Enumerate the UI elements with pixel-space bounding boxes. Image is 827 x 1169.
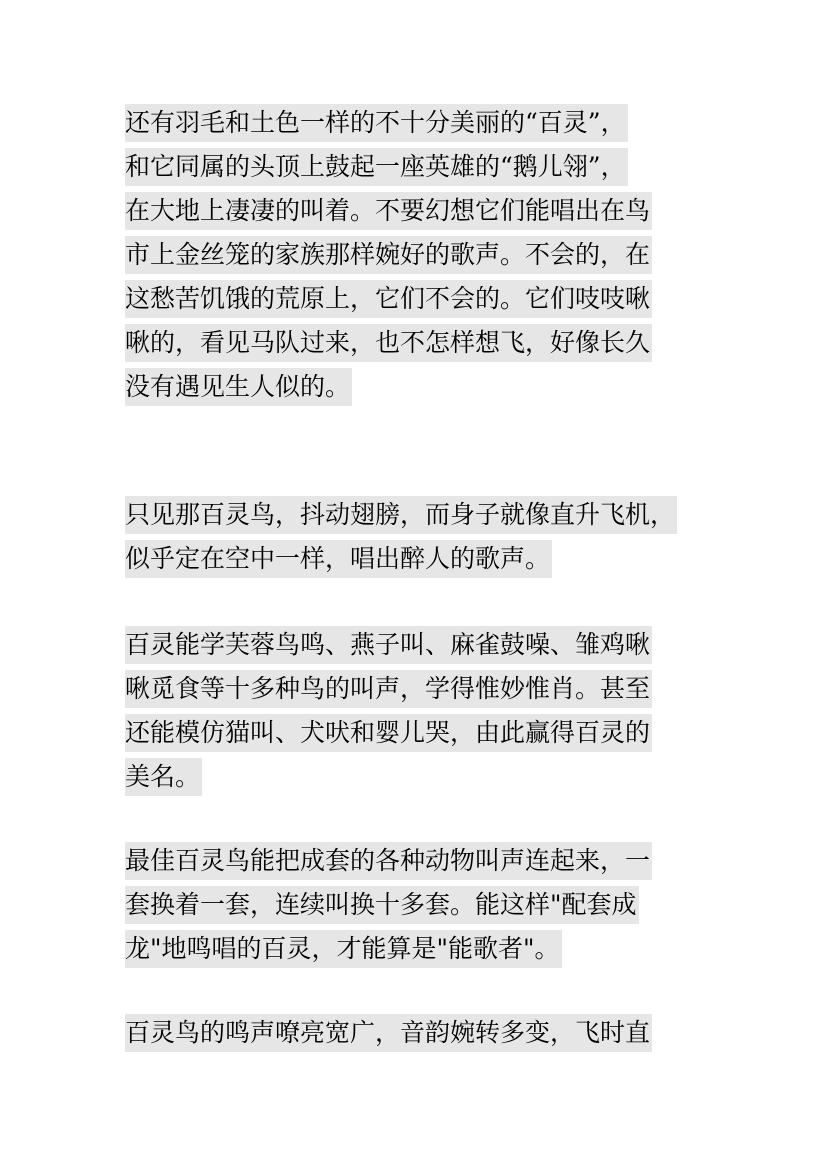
highlighted-text: 还能模仿猫叫、犬吠和婴儿哭，由此赢得百灵的: [125, 714, 652, 752]
text-line: [125, 711, 652, 755]
highlighted-text: 最佳百灵鸟能把成套的各种动物叫声连起来，一: [125, 842, 652, 880]
highlighted-text: 没有遇见生人似的。: [125, 368, 352, 406]
highlighted-text: 还有羽毛和土色一样的不十分美丽的“百灵”，: [125, 104, 628, 142]
highlighted-text: 套换着一套，连续叫换十多套。能这样"配套成: [125, 886, 639, 924]
paragraph-2: [125, 493, 677, 581]
highlighted-text: 百灵鸟的鸣声嘹亮宽广，音韵婉转多变，飞时直: [125, 1014, 652, 1052]
highlighted-text: 市上金丝笼的家族那样婉好的歌声。不会的，在: [125, 236, 652, 274]
highlighted-text: 在大地上凄凄的叫着。不要幻想它们能唱出在鸟: [125, 192, 652, 230]
paragraph-1: [125, 101, 652, 409]
text-line: [125, 883, 652, 927]
text-line: [125, 365, 652, 409]
text-line: [125, 667, 652, 711]
highlighted-text: 啾觅食等十多种鸟的叫声，学得惟妙惟肖。甚至: [125, 670, 652, 708]
text-line: [125, 321, 652, 365]
paragraph-3: [125, 623, 652, 799]
highlighted-text: 这愁苦饥饿的荒原上，它们不会的。它们吱吱啾: [125, 280, 652, 318]
text-line: [125, 233, 652, 277]
highlighted-text: 啾的，看见马队过来，也不怎样想飞，好像长久: [125, 324, 652, 362]
text-line: [125, 145, 652, 189]
highlighted-text: 似乎定在空中一样，唱出醉人的歌声。: [125, 540, 552, 578]
paragraph-5: [125, 1011, 652, 1055]
paragraph-4: [125, 839, 652, 971]
text-line: [125, 189, 652, 233]
highlighted-text: 百灵能学芙蓉鸟鸣、燕子叫、麻雀鼓噪、雏鸡啾: [125, 626, 652, 664]
text-line: [125, 839, 652, 883]
text-line: [125, 493, 677, 537]
highlighted-text: 和它同属的头顶上鼓起一座英雄的“鹅儿翎”，: [125, 148, 628, 186]
text-line: [125, 927, 652, 971]
highlighted-text: 美名。: [125, 758, 202, 796]
highlighted-text: 龙"地鸣唱的百灵，才能算是"能歌者"。: [125, 930, 562, 968]
highlighted-text: 只见那百灵鸟，抖动翅膀，而身子就像直升飞机，: [125, 496, 677, 534]
text-line: [125, 1011, 652, 1055]
text-line: [125, 277, 652, 321]
text-line: [125, 101, 652, 145]
text-line: [125, 537, 677, 581]
text-line: [125, 623, 652, 667]
text-line: [125, 755, 652, 799]
